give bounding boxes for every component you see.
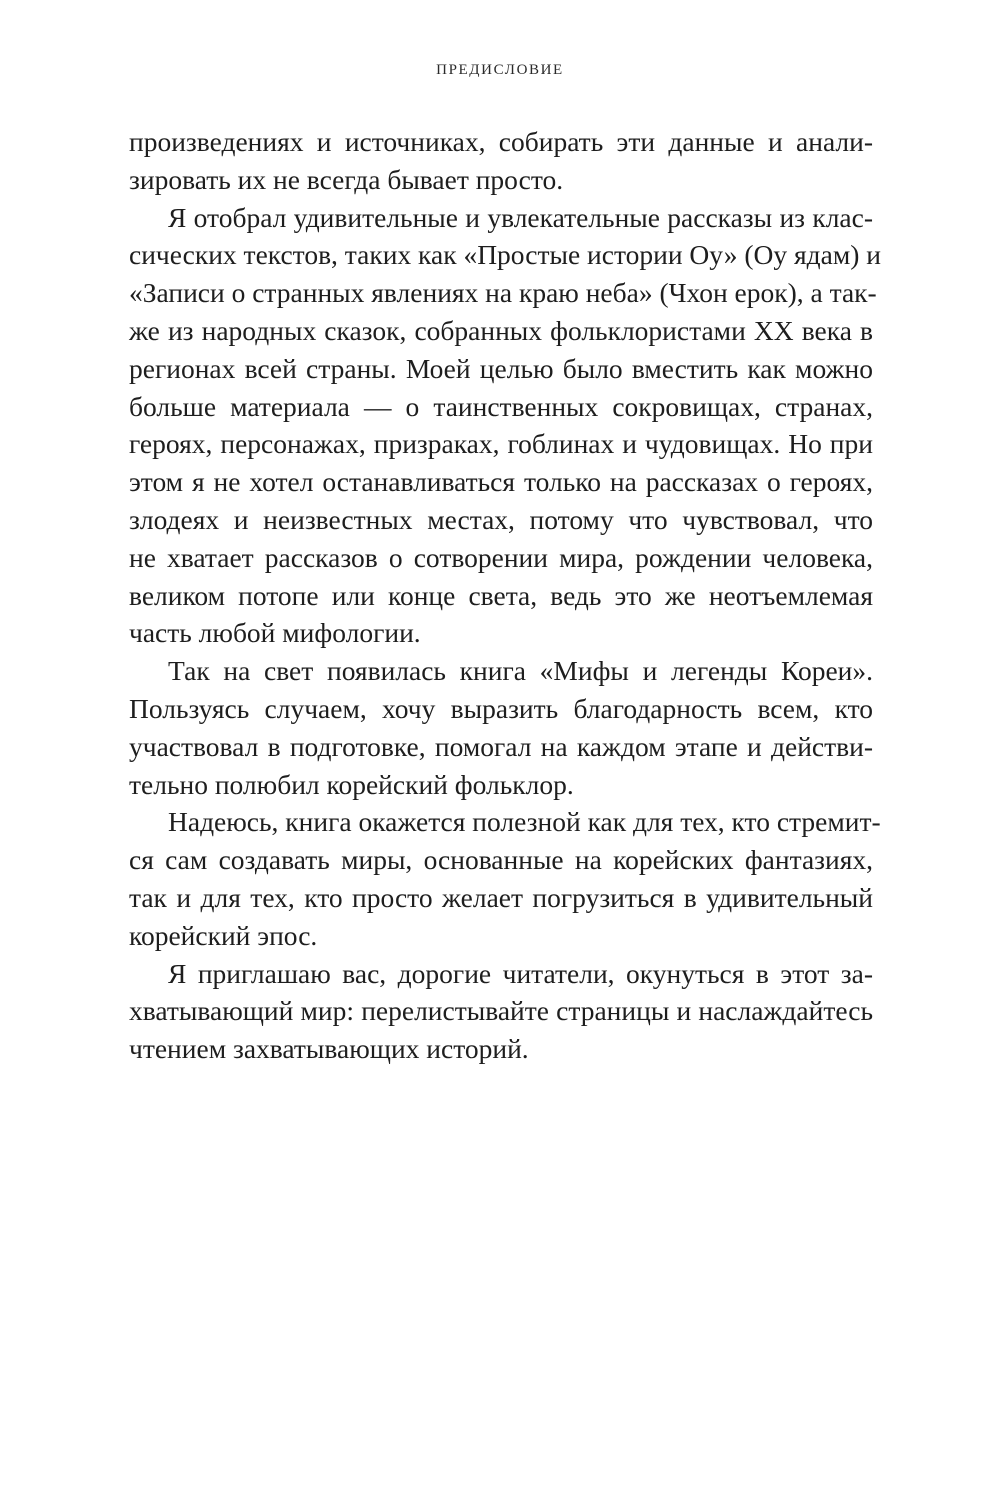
text-line: злодеях и неизвестных местах, потому что чувствовал, что	[129, 503, 873, 535]
text-line: корейский эпос.	[129, 919, 318, 951]
text-line: зировать их не всегда бывает просто.	[129, 163, 564, 195]
text-line: Я отобрал удивительные и увлекательные рассказы из клас-	[168, 201, 873, 233]
text-line: Я приглашаю вас, дорогие читатели, окунуться в этот за-	[168, 957, 873, 989]
paragraph	[129, 955, 873, 1068]
text-line: же из народных сказок, собранных фольклористами XX века в	[129, 314, 873, 346]
paragraph	[129, 803, 881, 954]
text-line: произведениях и источниках, собирать эти данные и анали-	[129, 126, 873, 157]
text-line: Надеюсь, книга окажется полезной как для тех, кто стремит-	[168, 806, 881, 838]
running-head-title: ПРЕДИСЛОВИЕ	[436, 62, 564, 78]
text-line: хватывающий мир: перелистывайте страницы и наслаждайтесь	[129, 995, 873, 1027]
text-line: так и для тех, кто просто желает погрузиться в удивительный	[129, 881, 873, 913]
text-line: великом потопе или конце света, ведь это же неотъемлемая	[129, 579, 873, 611]
text-line: больше материала — о таинственных сокровищах, странах,	[129, 390, 873, 422]
text-line: ся сам создавать миры, основанные на корейских фантазиях,	[129, 844, 873, 876]
text-line: не хватает рассказов о сотворении мира, рождении человека,	[129, 541, 873, 573]
text-line: часть любой мифологии.	[129, 617, 421, 649]
text-line: сических текстов, таких как «Простые истории Оу» (Оу ядам) и	[129, 239, 881, 271]
text-line: чтением захватывающих историй.	[129, 1033, 529, 1065]
text-line: Так на свет появилась книга «Мифы и легенды Кореи».	[168, 655, 873, 687]
text-line: регионах всей страны. Моей целью было вместить как можно	[129, 352, 873, 384]
paragraph	[129, 199, 881, 653]
text-line: этом я не хотел останавливаться только на рассказах о героях,	[129, 466, 873, 498]
body-text	[129, 123, 881, 1068]
text-line: героях, персонажах, призраках, гоблинах и чудовищах. Но при	[129, 428, 873, 460]
text-line: тельно полюбил корейский фольклор.	[129, 768, 574, 800]
paragraph	[129, 652, 873, 803]
text-line: участвовал в подготовке, помогал на каждом этапе и действи-	[129, 730, 873, 762]
text-line: Пользуясь случаем, хочу выразить благодарность всем, кто	[129, 692, 873, 724]
paragraph	[129, 123, 873, 199]
text-line: «Записи о странных явлениях на краю неба» (Чхон ерок), а так-	[129, 277, 877, 309]
